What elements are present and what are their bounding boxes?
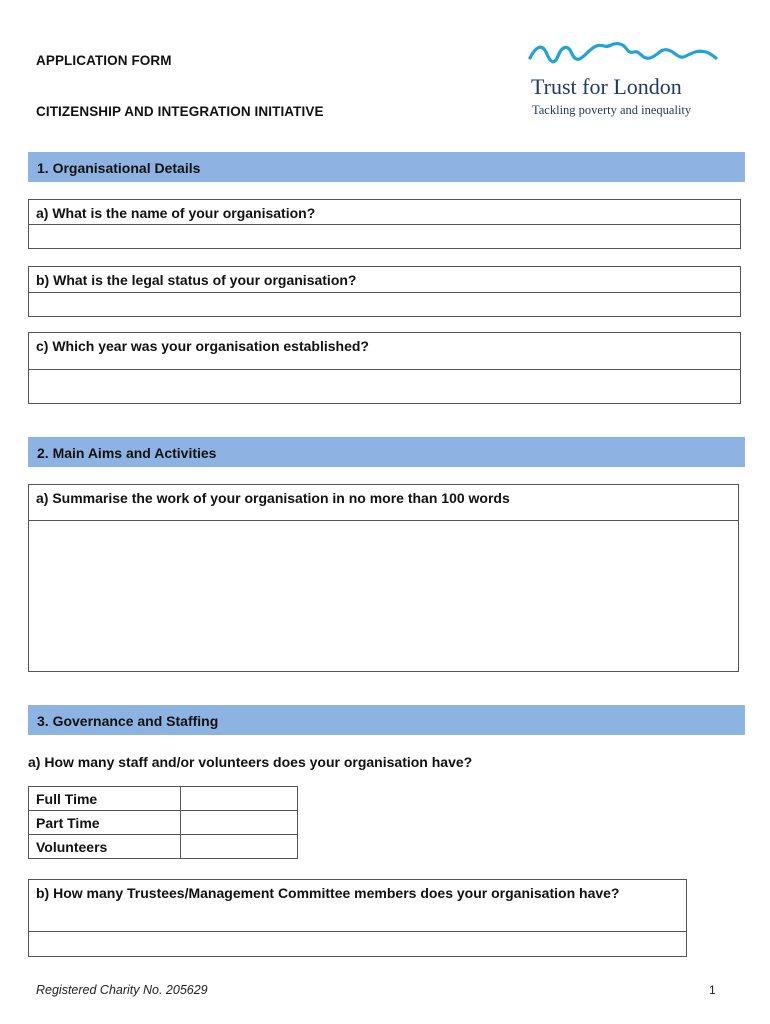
question-1c-label: c) Which year was your organisation established? bbox=[29, 333, 740, 370]
section-2-header: 2. Main Aims and Activities bbox=[28, 437, 745, 467]
table-row bbox=[29, 835, 298, 859]
volunteers-input[interactable] bbox=[181, 835, 298, 859]
question-1b-box bbox=[28, 266, 741, 317]
initiative-title: CITIZENSHIP AND INTEGRATION INITIATIVE bbox=[36, 104, 324, 119]
section-1-header: 1. Organisational Details bbox=[28, 152, 745, 182]
logo-tagline: Tackling poverty and inequality bbox=[532, 103, 692, 117]
staff-row-label: Volunteers bbox=[29, 835, 181, 859]
question-1b-answer-field[interactable] bbox=[29, 293, 740, 316]
river-wave-logo-icon bbox=[528, 40, 718, 74]
question-1a-label: a) What is the name of your organisation? bbox=[29, 200, 740, 225]
question-1a-box bbox=[28, 199, 741, 249]
charity-number: Registered Charity No. 205629 bbox=[36, 983, 208, 997]
question-1c-answer-field[interactable] bbox=[29, 370, 740, 403]
question-2a-label: a) Summarise the work of your organisation in no more than 100 words bbox=[29, 485, 738, 521]
page-number: 1 bbox=[709, 983, 716, 997]
part-time-input[interactable] bbox=[181, 811, 298, 835]
question-2a-box bbox=[28, 484, 739, 672]
full-time-input[interactable] bbox=[181, 787, 298, 811]
question-1b-label: b) What is the legal status of your organisation? bbox=[29, 267, 740, 293]
section-3-header: 3. Governance and Staffing bbox=[28, 705, 745, 735]
logo-name: Trust for London bbox=[531, 74, 682, 99]
form-title: APPLICATION FORM bbox=[36, 53, 172, 68]
question-3b-box bbox=[28, 879, 687, 957]
table-row bbox=[29, 811, 298, 835]
question-3b-answer-field[interactable] bbox=[29, 932, 686, 956]
question-3b-label: b) How many Trustees/Management Committee members does your organisation have? bbox=[29, 880, 686, 932]
question-3a-label: a) How many staff and/or volunteers does your organisation have? bbox=[28, 754, 473, 770]
staff-row-label: Full Time bbox=[29, 787, 181, 811]
question-1c-box bbox=[28, 332, 741, 404]
staff-table bbox=[28, 786, 298, 859]
question-2a-answer-field[interactable] bbox=[29, 521, 738, 671]
staff-row-label: Part Time bbox=[29, 811, 181, 835]
question-1a-answer-field[interactable] bbox=[29, 225, 740, 248]
table-row bbox=[29, 787, 298, 811]
